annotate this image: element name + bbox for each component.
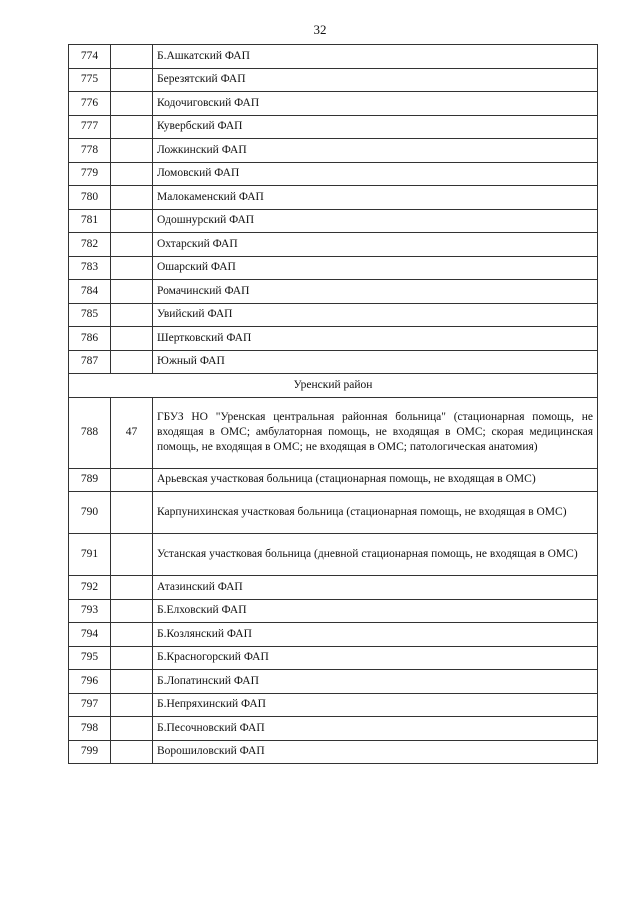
table-row (69, 670, 598, 694)
table-row (69, 468, 598, 492)
row-name-cell: Кодочиговский ФАП (153, 92, 598, 116)
row-code-cell (111, 256, 153, 280)
row-number-cell: 780 (69, 186, 111, 210)
row-name-cell: Березятский ФАП (153, 68, 598, 92)
row-code-cell (111, 693, 153, 717)
row-name-cell: Б.Песочновский ФАП (153, 717, 598, 741)
row-name-cell: Ромачинский ФАП (153, 280, 598, 304)
section-row (69, 374, 598, 398)
row-name-cell: Ошарский ФАП (153, 256, 598, 280)
table-row (69, 576, 598, 600)
row-number-cell: 785 (69, 303, 111, 327)
row-code-cell (111, 233, 153, 257)
row-name-cell: Б.Козлянский ФАП (153, 623, 598, 647)
row-name-cell: ГБУЗ НО "Уренская центральная районная больница" (стационарная помощь, не входящая в ОМС; амбулаторная помощь, не входящая в ОМС; скорая медицинская помощь, не входящая в ОМС; не входящая в ОМС; патологическая анатомия) (153, 397, 598, 468)
row-number-cell: 796 (69, 670, 111, 694)
row-name-cell: Б.Красногорский ФАП (153, 646, 598, 670)
table-row (69, 162, 598, 186)
row-name-cell: Одошнурский ФАП (153, 209, 598, 233)
table-row (69, 327, 598, 351)
row-code-cell (111, 468, 153, 492)
row-number-cell: 798 (69, 717, 111, 741)
row-name-cell: Ворошиловский ФАП (153, 740, 598, 764)
table-row (69, 693, 598, 717)
row-number-cell: 794 (69, 623, 111, 647)
row-number-cell: 787 (69, 350, 111, 374)
section-header-body (69, 374, 598, 398)
row-code-cell (111, 209, 153, 233)
table-row (69, 740, 598, 764)
row-number-cell: 799 (69, 740, 111, 764)
table-row (69, 115, 598, 139)
row-number-cell: 778 (69, 139, 111, 163)
table-row (69, 68, 598, 92)
table-row (69, 492, 598, 534)
table-row (69, 623, 598, 647)
table-row (69, 92, 598, 116)
row-code-cell (111, 717, 153, 741)
row-name-cell: Атазинский ФАП (153, 576, 598, 600)
row-code-cell (111, 186, 153, 210)
table-body-after (69, 397, 598, 764)
row-code-cell (111, 534, 153, 576)
row-number-cell: 790 (69, 492, 111, 534)
row-code-cell (111, 740, 153, 764)
row-code-cell (111, 92, 153, 116)
row-name-cell: Карпунихинская участковая больница (стационарная помощь, не входящая в ОМС) (153, 492, 598, 534)
row-number-cell: 793 (69, 599, 111, 623)
row-code-cell (111, 492, 153, 534)
row-code-cell (111, 162, 153, 186)
row-name-cell: Малокаменский ФАП (153, 186, 598, 210)
row-code-cell (111, 576, 153, 600)
row-number-cell: 786 (69, 327, 111, 351)
row-name-cell: Б.Елховский ФАП (153, 599, 598, 623)
row-number-cell: 788 (69, 397, 111, 468)
row-code-cell (111, 646, 153, 670)
row-number-cell: 775 (69, 68, 111, 92)
table-row (69, 233, 598, 257)
row-number-cell: 789 (69, 468, 111, 492)
row-name-cell: Увийский ФАП (153, 303, 598, 327)
row-name-cell: Шертковский ФАП (153, 327, 598, 351)
row-number-cell: 783 (69, 256, 111, 280)
row-number-cell: 776 (69, 92, 111, 116)
row-code-cell (111, 68, 153, 92)
table-row (69, 280, 598, 304)
table-row (69, 186, 598, 210)
table-body-before (69, 45, 598, 374)
row-number-cell: 797 (69, 693, 111, 717)
row-number-cell: 774 (69, 45, 111, 69)
row-code-cell (111, 115, 153, 139)
row-name-cell: Кувербский ФАП (153, 115, 598, 139)
row-number-cell: 795 (69, 646, 111, 670)
row-number-cell: 784 (69, 280, 111, 304)
row-code-cell (111, 303, 153, 327)
row-name-cell: Арьевская участковая больница (стационарная помощь, не входящая в ОМС) (153, 468, 598, 492)
table-row (69, 534, 598, 576)
row-name-cell: Ломовский ФАП (153, 162, 598, 186)
row-code-cell: 47 (111, 397, 153, 468)
row-number-cell: 777 (69, 115, 111, 139)
table-row (69, 397, 598, 468)
table-row (69, 646, 598, 670)
table-row (69, 139, 598, 163)
table-row (69, 209, 598, 233)
table-row (69, 256, 598, 280)
row-name-cell: Ложкинский ФАП (153, 139, 598, 163)
page-number: 32 (313, 22, 327, 37)
row-code-cell (111, 45, 153, 69)
row-number-cell: 792 (69, 576, 111, 600)
row-name-cell: Б.Лопатинский ФАП (153, 670, 598, 694)
table-row (69, 599, 598, 623)
row-code-cell (111, 327, 153, 351)
row-code-cell (111, 599, 153, 623)
row-name-cell: Южный ФАП (153, 350, 598, 374)
row-number-cell: 791 (69, 534, 111, 576)
row-code-cell (111, 623, 153, 647)
row-number-cell: 781 (69, 209, 111, 233)
table-row (69, 350, 598, 374)
row-number-cell: 782 (69, 233, 111, 257)
row-name-cell: Охтарский ФАП (153, 233, 598, 257)
table-row (69, 303, 598, 327)
facilities-table (68, 44, 598, 764)
row-name-cell: Б.Непряхинский ФАП (153, 693, 598, 717)
row-number-cell: 779 (69, 162, 111, 186)
row-code-cell (111, 350, 153, 374)
row-name-cell: Б.Ашкатский ФАП (153, 45, 598, 69)
row-name-cell: Устанская участковая больница (дневной стационарная помощь, не входящая в ОМС) (153, 534, 598, 576)
table-row (69, 717, 598, 741)
row-code-cell (111, 280, 153, 304)
section-title: Уренский район (69, 374, 598, 398)
row-code-cell (111, 670, 153, 694)
table-row (69, 45, 598, 69)
row-code-cell (111, 139, 153, 163)
